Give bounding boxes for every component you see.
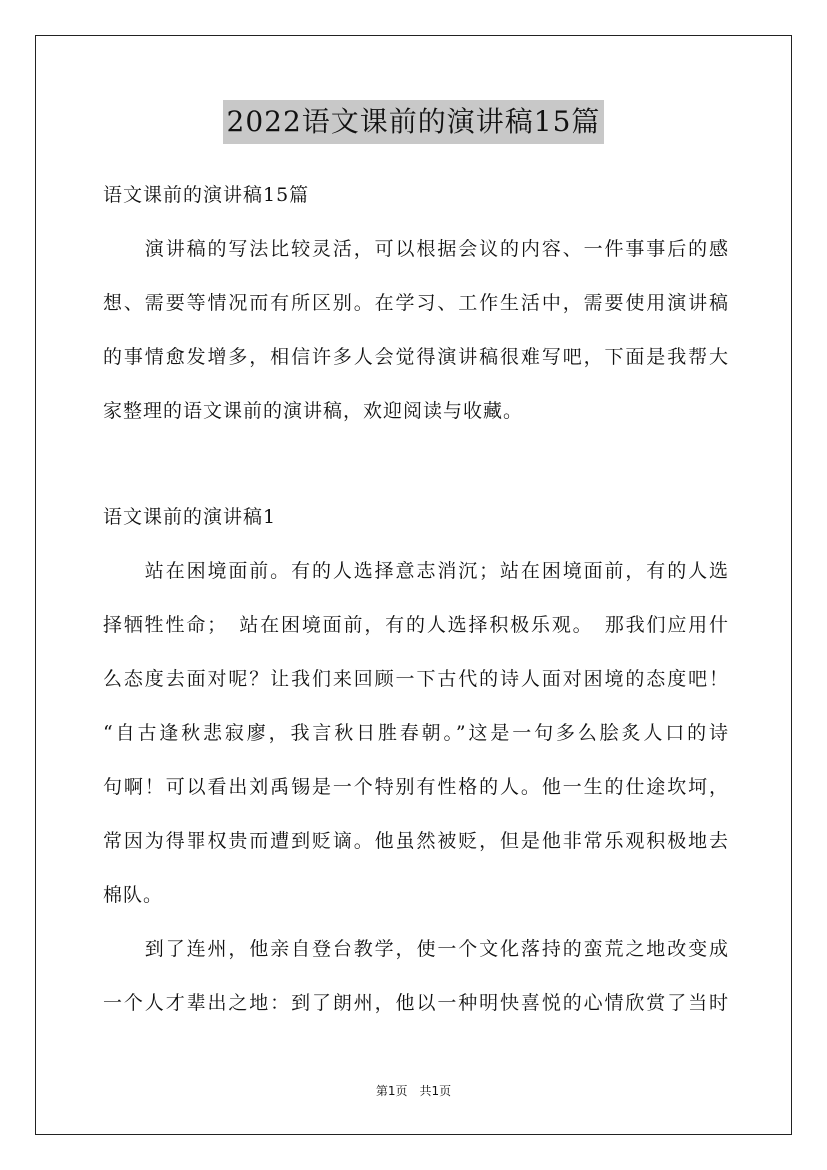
section-gap bbox=[103, 438, 729, 490]
title-container bbox=[0, 100, 827, 144]
paragraph-line: 句啊！可以看出刘禹锡是一个特别有性格的人。他一生的仕途坎坷， bbox=[103, 776, 729, 798]
document-title: 2022语文课前的演讲稿15篇 bbox=[223, 100, 605, 144]
intro-line: 的事情愈发增多，相信许多人会觉得演讲稿很难写吧，下面是我帮大 bbox=[103, 346, 729, 368]
document-body bbox=[103, 168, 729, 1030]
paragraph-line: 站在困境面前。有的人选择意志消沉；站在困境面前，有的人选 bbox=[103, 560, 729, 582]
paragraph-line: 择牺牲性命； 站在困境面前，有的人选择积极乐观。 那我们应用什 bbox=[103, 614, 729, 636]
section-heading: 语文课前的演讲稿1 bbox=[103, 506, 277, 528]
intro-line: 演讲稿的写法比较灵活，可以根据会议的内容、一件事事后的感 bbox=[103, 238, 729, 260]
paragraph-line: 一个人才辈出之地：到了朗州，他以一种明快喜悦的心情欣赏了当时 bbox=[103, 992, 729, 1014]
paragraph-line: 常因为得罪权贵而遭到贬谪。他虽然被贬，但是他非常乐观积极地去 bbox=[103, 830, 729, 852]
paragraph-line: 棉队。 bbox=[103, 884, 164, 906]
paragraph-line: 到了连州，他亲自登台教学，使一个文化落持的蛮荒之地改变成 bbox=[103, 938, 729, 960]
subtitle: 语文课前的演讲稿15篇 bbox=[103, 184, 310, 206]
page-footer: 第1页 共1页 bbox=[375, 1084, 452, 1098]
intro-line: 家整理的语文课前的演讲稿，欢迎阅读与收藏。 bbox=[103, 400, 524, 422]
intro-line: 想、需要等情况而有所区别。在学习、工作生活中，需要使用演讲稿 bbox=[103, 292, 729, 314]
paragraph-line: 么态度去面对呢？让我们来回顾一下古代的诗人面对困境的态度吧！ bbox=[103, 668, 729, 690]
paragraph-line: “自古逢秋悲寂廖，我言秋日胜春朝。”这是一句多么脍炙人口的诗 bbox=[103, 722, 729, 744]
